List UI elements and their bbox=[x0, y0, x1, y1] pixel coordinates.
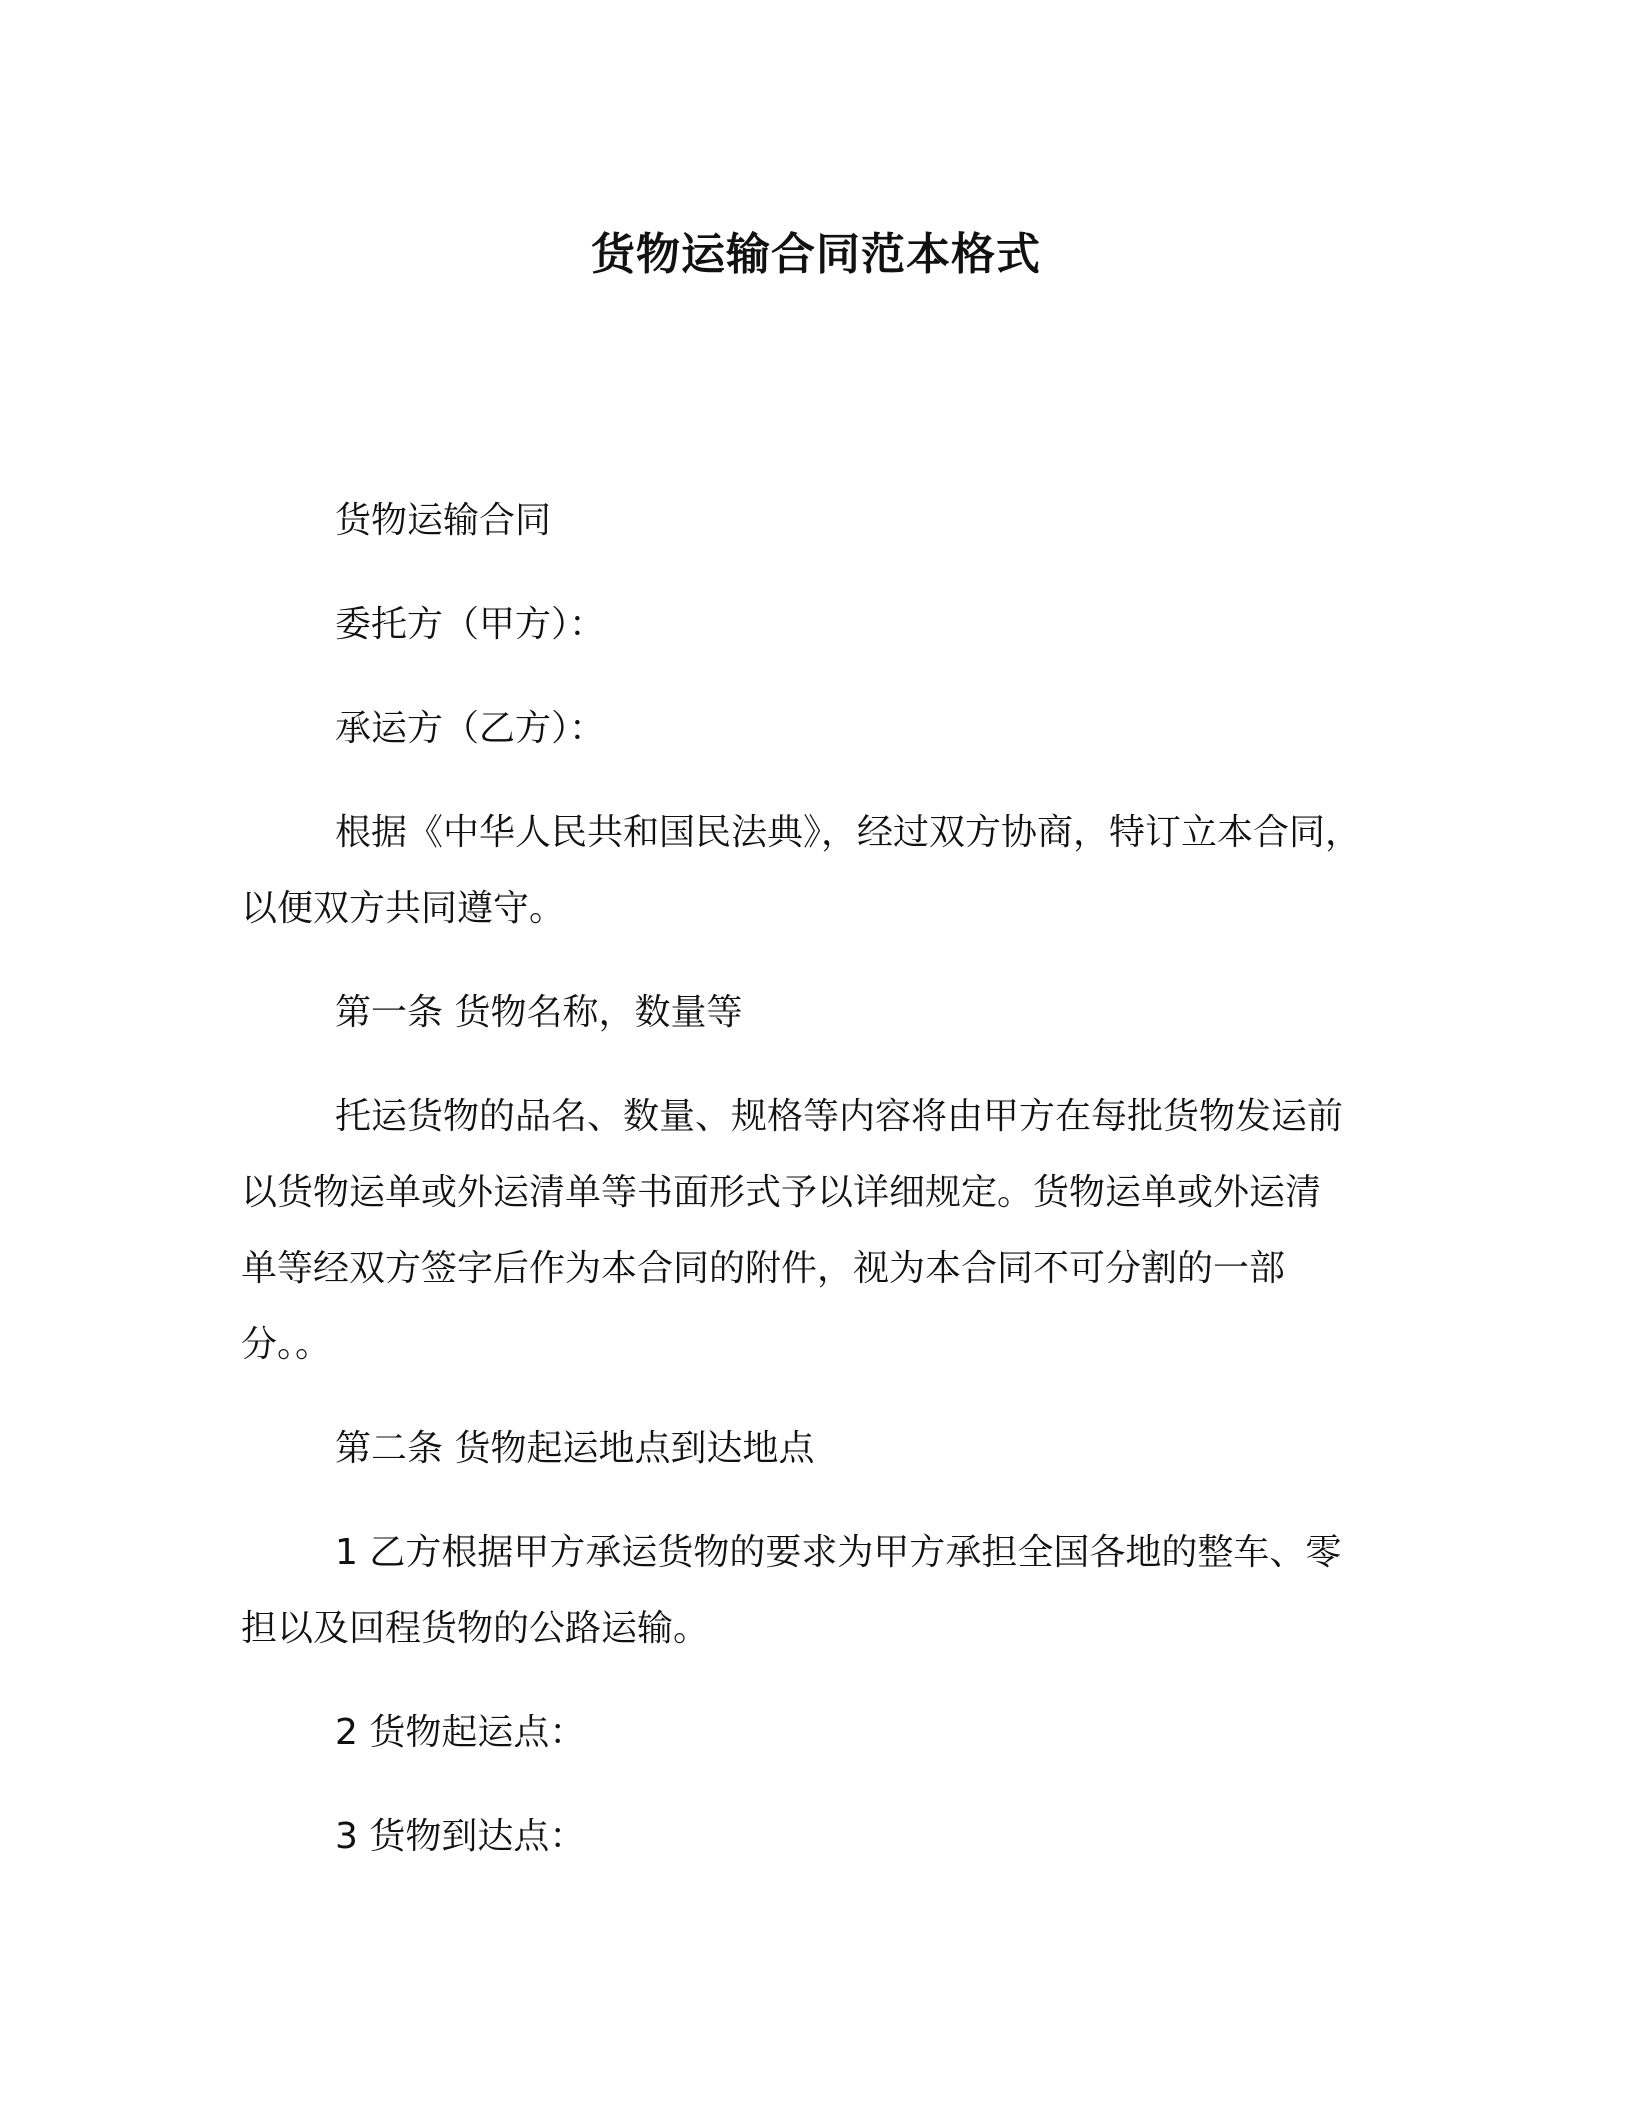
preamble-line-2: 以便双方共同遵守。 bbox=[241, 888, 566, 929]
contract-heading: 货物运输合同 bbox=[335, 500, 552, 541]
article-1-line-3: 单等经双方签字后作为本合同的附件，视为本合同不可分割的一部 bbox=[241, 1248, 1286, 1289]
article-2-item-1-line-1: 1 乙方根据甲方承运货物的要求为甲方承担全国各地的整车、零 bbox=[335, 1532, 1342, 1573]
article-1-line-2: 以货物运单或外运清单等书面形式予以详细规定。货物运单或外运清 bbox=[241, 1172, 1322, 1213]
article-1-title: 第一条 货物名称，数量等 bbox=[335, 992, 743, 1033]
article-2-item-2: 2 货物起运点： bbox=[335, 1712, 586, 1753]
article-2-item-1-line-2: 担以及回程货物的公路运输。 bbox=[241, 1608, 710, 1649]
party-a-label: 委托方（甲方）： bbox=[335, 604, 606, 645]
preamble-line-1: 根据《中华人民共和国民法典》，经过双方协商，特订立本合同， bbox=[335, 812, 1362, 853]
party-b-label: 承运方（乙方）： bbox=[335, 708, 606, 749]
article-2-item-3: 3 货物到达点： bbox=[335, 1816, 586, 1857]
article-1-line-1: 托运货物的品名、数量、规格等内容将由甲方在每批货物发运前 bbox=[335, 1096, 1344, 1137]
article-1-line-4: 分。。 bbox=[241, 1324, 332, 1365]
article-2-title: 第二条 货物起运地点到达地点 bbox=[335, 1428, 815, 1469]
document-title: 货物运输合同范本格式 bbox=[591, 229, 1041, 280]
